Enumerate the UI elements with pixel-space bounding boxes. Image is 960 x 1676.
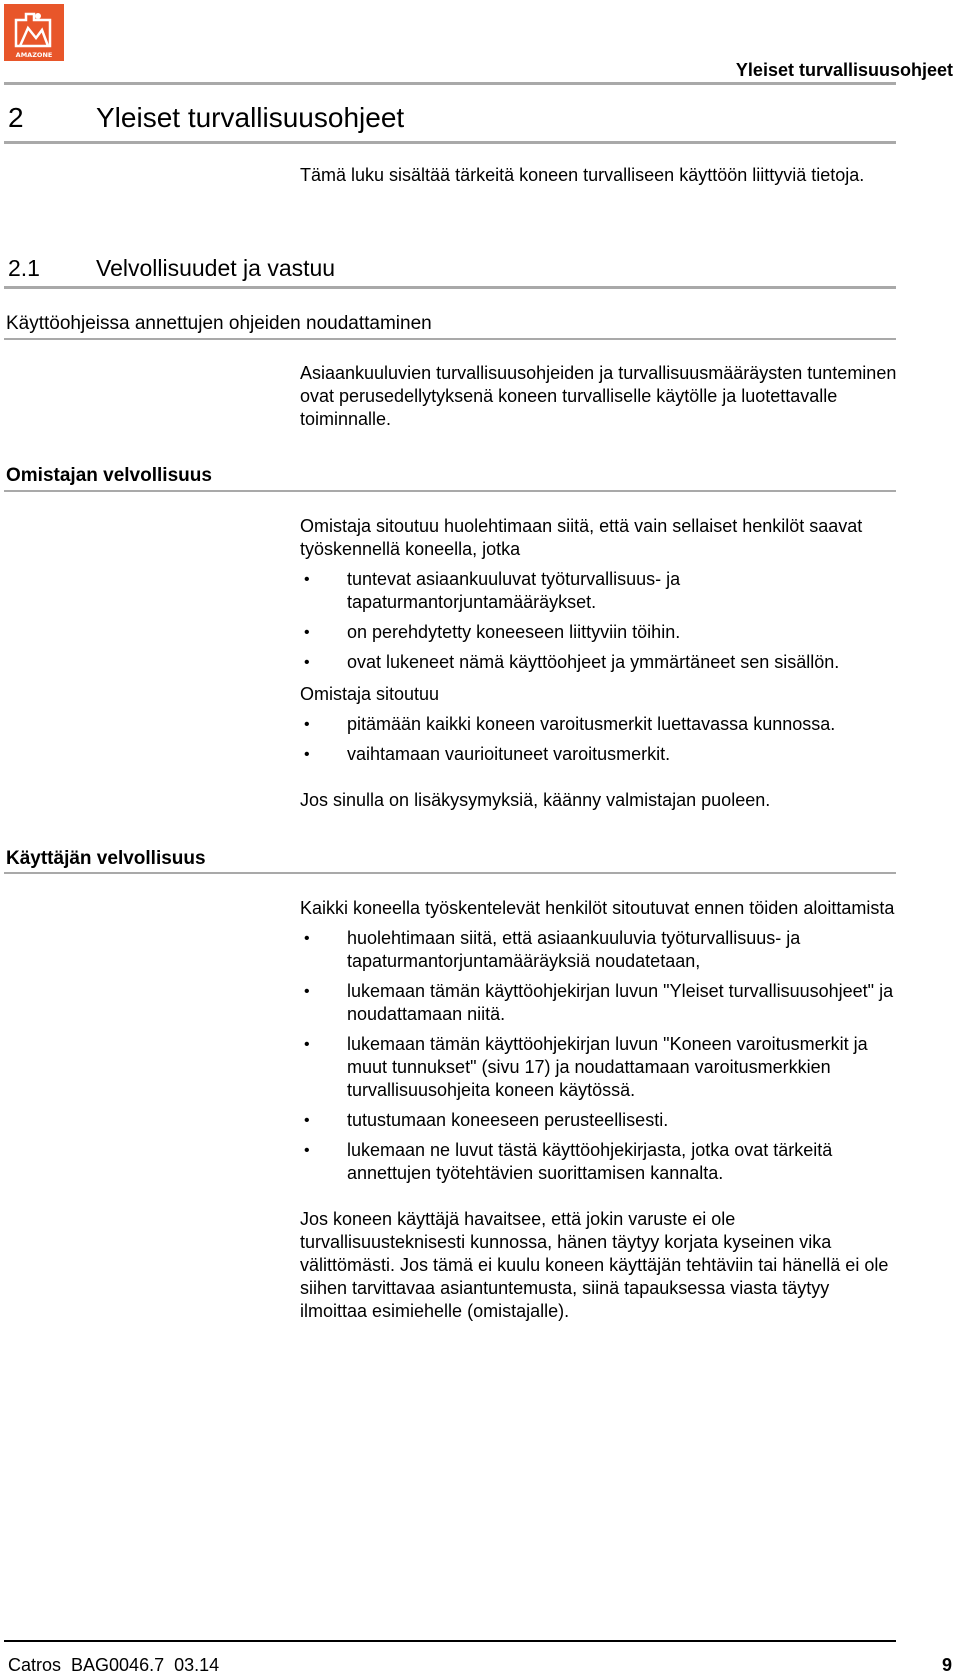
list-item: • huolehtimaan siitä, että asiaankuuluvia työturvallisuus- ja tapaturmantorjuntamääräyksiä noudatetaan, — [304, 928, 801, 971]
bullet-icon: • — [304, 571, 310, 588]
bullet-icon: • — [304, 716, 310, 733]
logo-emblem-icon — [4, 4, 64, 61]
subheading-rule-2 — [4, 490, 896, 492]
bullet-icon: • — [304, 654, 310, 671]
user-closing: Jos koneen käyttäjä havaitsee, että jokin varuste ei ole turvallisuusteknisesti kunnossa, hänen täytyy korjata kyseinen vika välittömästi. Jos tämä ei kuulu koneen käyttäjän tehtäviin tai hänellä ei ole siihen tarvittavaa asiantuntemusta, siinä tapauksessa viasta täytyy ilmoittaa esimiehelle (omistajalle). — [300, 1209, 889, 1321]
running-header: Yleiset turvallisuusohjeet — [735, 60, 953, 80]
bullet-icon: • — [304, 1142, 310, 1159]
chapter-heading — [8, 102, 404, 134]
chapter-title: Yleiset turvallisuusohjeet — [96, 102, 405, 133]
bullet-icon: • — [304, 746, 310, 763]
section-number: 2.1 — [8, 255, 40, 281]
list-item: • pitämään kaikki koneen varoitusmerkit luettavassa kunnossa. — [304, 714, 836, 734]
footer-page-number: 9 — [941, 1655, 952, 1675]
list-item: • tutustumaan koneeseen perusteellisesti. — [304, 1110, 669, 1130]
list-item: • lukemaan ne luvut tästä käyttöohjekirjasta, jotka ovat tärkeitä annettujen työtehtävien suorittamisen kannalta. — [304, 1140, 833, 1183]
subheading-user-duty: Käyttäjän velvollisuus — [6, 848, 206, 869]
svg-text:AMAZONE: AMAZONE — [15, 51, 53, 59]
bullet-icon: • — [304, 983, 310, 1000]
list-item: • lukemaan tämän käyttöohjekirjan luvun "Yleiset turvallisuusohjeet" ja noudattamaan niitä. — [304, 981, 894, 1024]
chapter-rule — [4, 141, 896, 144]
footer-doc-id: Catros BAG0046.7 03.14 — [8, 1655, 220, 1675]
subheading-instructions: Käyttöohjeissa annettujen ohjeiden noudattaminen — [6, 313, 432, 334]
list-item: • lukemaan tämän käyttöohjekirjan luvun "Koneen varoitusmerkit ja muut tunnukset" (sivu 17) ja noudattamaan varoitusmerkkien turvallisuusohjeita koneen käytössä. — [304, 1034, 868, 1100]
subheading-owner-duty: Omistajan velvollisuus — [6, 465, 212, 486]
chapter-intro: Tämä luku sisältää tärkeitä koneen turvalliseen käyttöön liittyviä tietoja. — [300, 165, 865, 185]
owner-intro: Omistaja sitoutuu huolehtimaan siitä, että vain sellaiset henkilöt saavat työskennellä koneella, jotka — [300, 516, 863, 559]
sub1-text: Asiaankuuluvien turvallisuusohjeiden ja turvallisuusmääräysten tunteminen ovat perusedellytyksenä koneen turvalliselle käytölle ja luotettavalle toiminnalle. — [300, 363, 897, 429]
header-rule — [4, 82, 896, 85]
bullet-icon: • — [304, 624, 310, 641]
amazone-logo — [4, 4, 64, 61]
owner-bullets-a — [300, 568, 900, 674]
owner-duty-body — [300, 515, 900, 812]
owner-contact: Jos sinulla on lisäkysymyksiä, käänny valmistajan puoleen. — [300, 790, 771, 810]
section-rule — [4, 286, 896, 289]
list-item: • tuntevat asiaankuuluvat työturvallisuus- ja tapaturmantorjuntamääräykset. — [304, 569, 681, 612]
section-title: Velvollisuudet ja vastuu — [96, 255, 336, 281]
bullet-icon: • — [304, 1112, 310, 1129]
user-bullets — [300, 927, 900, 1185]
subheading-rule-1 — [4, 338, 896, 340]
user-duty-body — [300, 897, 900, 1323]
section-heading — [8, 255, 335, 282]
owner-bullets-b — [300, 713, 900, 766]
owner-commit: Omistaja sitoutuu — [300, 684, 440, 704]
footer-rule — [4, 1640, 896, 1642]
user-intro: Kaikki koneella työskentelevät henkilöt sitoutuvat ennen töiden aloittamista — [300, 898, 895, 918]
list-item: • on perehdytetty koneeseen liittyviin töihin. — [304, 622, 681, 642]
bullet-icon: • — [304, 930, 310, 947]
bullet-icon: • — [304, 1036, 310, 1053]
chapter-number: 2 — [8, 102, 24, 133]
list-item: • vaihtamaan vaurioituneet varoitusmerkit. — [304, 744, 671, 764]
list-item: • ovat lukeneet nämä käyttöohjeet ja ymmärtäneet sen sisällön. — [304, 652, 840, 672]
subheading-rule-3 — [4, 872, 896, 874]
